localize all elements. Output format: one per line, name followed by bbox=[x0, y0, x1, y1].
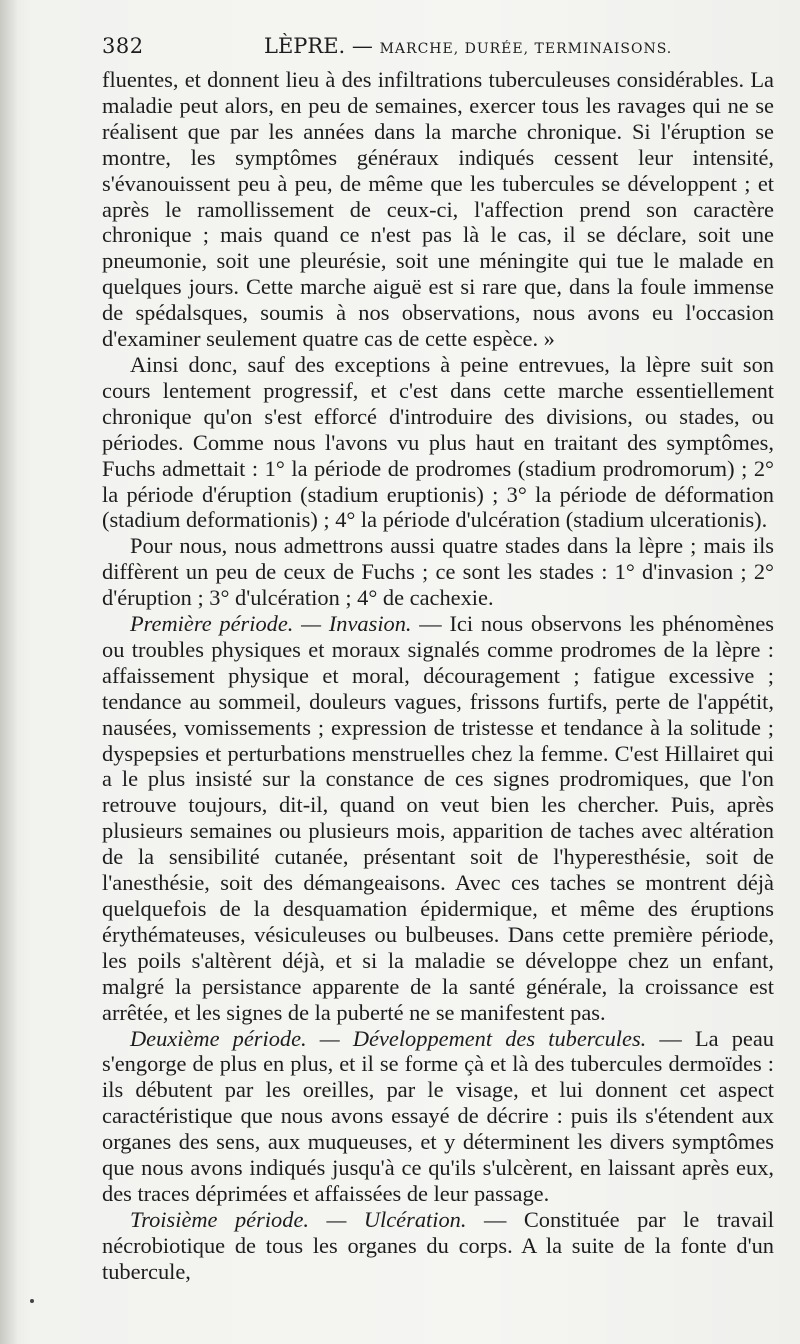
paragraph-text: — Constituée par le travail nécrobiotique de tous les organes du corps. A la suite de la fonte d'un tubercule, bbox=[102, 1206, 775, 1284]
paragraph-deuxieme-periode bbox=[102, 1026, 774, 1207]
section-heading: Deuxième période. — Développement des tubercules. bbox=[130, 1025, 647, 1051]
running-title-main: LÈPRE. — bbox=[264, 34, 373, 58]
paragraph-text: Pour nous, nous admettrons aussi quatre stades dans la lèpre ; mais ils diffèrent un peu de ceux de Fuchs ; ce sont les stades : 1° d'invasion ; 2° d'éruption ; 3° d'ulcération ; 4° de cachexie. bbox=[102, 533, 774, 611]
body-text bbox=[102, 67, 775, 1284]
section-heading: Première période. — Invasion. bbox=[130, 611, 412, 637]
paragraph-continued bbox=[102, 67, 774, 352]
running-title-sub: MARCHE, DURÉE, TERMINAISONS. bbox=[379, 41, 673, 57]
section-heading: Troisième période. — Ulcération. bbox=[130, 1206, 467, 1232]
paragraph-text: Ainsi donc, sauf des exceptions à peine entrevues, la lèpre suit son cours lentement progressif, et c'est dans cette marche essentiellement chronique qu'on s'est efforcé d'introduire des divisions, ou stades, ou périodes. Comme nous l'avons vu plus haut en traitant des symptômes, Fuchs admettait : 1° la période de prodromes (stadium prodromorum) ; 2° la période d'éruption (stadium eruptionis) ; 3° la période de déformation (stadium deformationis) ; 4° la période d'ulcération (stadium ulcerationis). bbox=[102, 351, 774, 533]
page-number: 382 bbox=[102, 34, 144, 58]
paragraph-quatre-stades bbox=[102, 533, 774, 611]
paragraph-text: — La peau s'engorge de plus en plus, et il se forme çà et là des tubercules dermoïdes : ils débutent par les oreilles, par le visage, et lui donnent cet aspect caractéristique que nous avons essayé de décrire : puis ils s'étendent aux organes des sens, aux muqueuses, et y déterminent les divers symptômes que nous avons indiqués jusqu'à ce qu'ils s'ulcèrent, en laissant après eux, des traces déprimées et affaissées de leur passage. bbox=[102, 1025, 774, 1206]
page-spine-shadow bbox=[0, 0, 18, 1344]
paragraph-text: — Ici nous observons les phénomènes ou troubles physiques et moraux signalés comme prodromes de la lèpre : affaissement physique et moral, découragement ; fatigue excessive ; tendance au sommeil, douleurs vagues, frissons furtifs, perte de l'appétit, nausées, vomissements ; expression de tristesse et tendance à la solitude ; dyspepsies et perturbations menstruelles chez la femme. C'est Hillairet qui a le plus insisté sur la constance de ces signes prodromiques, que l'on retrouve toujours, dit-il, quand on veut bien les chercher. Puis, après plusieurs semaines ou plusieurs mois, apparition de taches avec altération de la sensibilité cutanée, présentant soit de l'hyperesthésie, soit de l'anesthésie, soit des démangeaisons. Avec ces taches se montrent déjà quelquefois de la desquamation épidermique, et même des éruptions érythémateuses, vésiculeuses ou bulbeuses. Dans cette première période, les poils s'altèrent déjà, et si la maladie se développe chez un enfant, malgré la persistance apparente de la santé générale, la croissance est arrêtée, et les signes de la puberté ne se manifestent pas. bbox=[102, 611, 774, 1025]
paragraph-text: fluentes, et donnent lieu à des infiltrations tuberculeuses considérables. La maladie peut alors, en peu de semaines, exercer tous les ravages qui ne se réalisent que par les années dans la marche chronique. Si l'éruption se montre, les symptômes généraux indiqués cessent leur intensité, s'évanouissent peu à peu, de même que les tubercules se développent ; et après le ramollissement de ceux-ci, l'affection prend son caractère chronique ; mais quand ce n'est pas là le cas, il se déclare, soit une pneumonie, soit une pleurésie, soit une méningite qui tue le malade en quelques jours. Cette marche aiguë est si rare que, dans la foule immense de spédalsques, soumis à nos observations, nous avons eu l'occasion d'examiner seulement quatre cas de cette espèce. » bbox=[102, 67, 774, 352]
running-header bbox=[102, 34, 770, 62]
ink-speck bbox=[30, 1299, 34, 1303]
paragraph-troisieme-periode bbox=[102, 1207, 774, 1285]
running-title bbox=[264, 34, 672, 58]
paragraph-stades bbox=[102, 352, 774, 533]
paragraph-premiere-periode bbox=[102, 611, 774, 1026]
